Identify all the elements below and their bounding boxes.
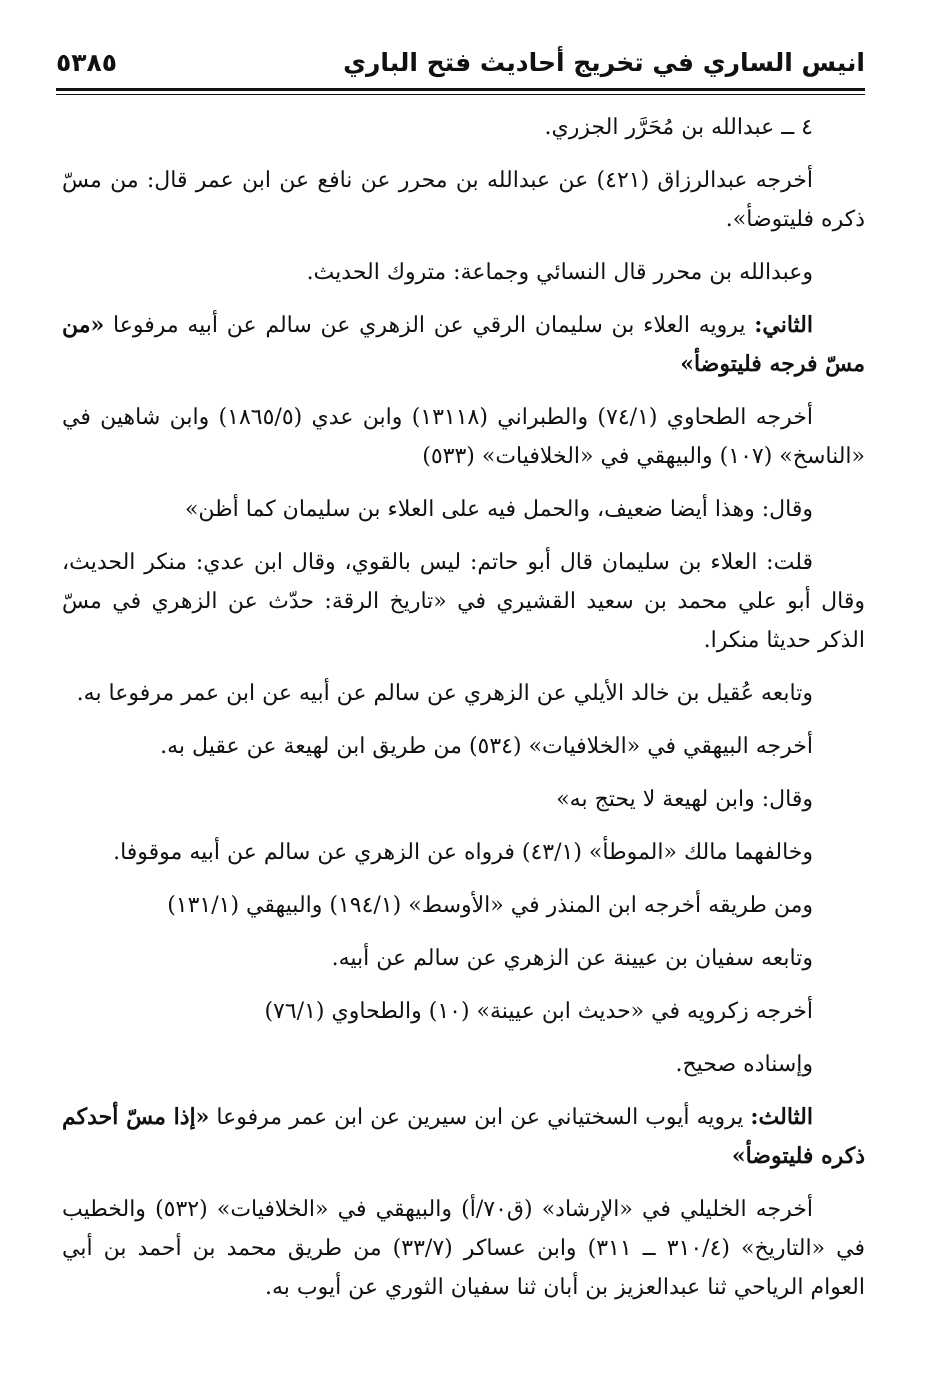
paragraph-text: أخرجه عبدالرزاق (٤٢١) عن عبدالله بن محرر عن نافع عن ابن عمر قال: من مسّ ذكره فليتوضأ».	[62, 168, 865, 232]
paragraph-grading	[62, 253, 865, 292]
paragraph-ibn-mundhir	[62, 886, 865, 925]
paragraph-text: أخرجه الخليلي في «الإرشاد» (ق٧٠/أ) والبيهقي في «الخلافيات» (٥٣٢) والخطيب في «التاريخ» (٣١٠/٤ ــ ٣١١) وابن عساكر (٣٣/٧) من طريق محمد بن أحمد بن أبي العوام الرياحي ثنا عبدالعزيز بن أبان ثنا سفيان الثوري عن أيوب به.	[62, 1197, 865, 1300]
paragraph-text: وتابعه عُقيل بن خالد الأيلي عن الزهري عن سالم عن أبيه عن ابن عمر مرفوعا به.	[76, 681, 813, 706]
paragraph-text: ٤ ــ عبدالله بن مُحَرَّر الجزري.	[544, 115, 813, 140]
section-lead-second: الثاني:	[754, 312, 813, 338]
paragraph-malik	[62, 833, 865, 872]
page-body	[62, 108, 865, 1321]
header-rule-thick	[56, 88, 865, 91]
paragraph-4-narrator	[62, 108, 865, 147]
paragraph-text: قلت: العلاء بن سليمان قال أبو حاتم: ليس بالقوي، وقال ابن عدي: منكر الحديث، وقال أبو علي محمد بن سعيد القشيري في «تاريخ الرقة: حدّث عن الزهري في مسّ الذكر حديثا منكرا.	[62, 550, 865, 653]
paragraph-takhrij-uqayl	[62, 727, 865, 766]
paragraph-text: وتابعه سفيان بن عيينة عن الزهري عن سالم عن أبيه.	[331, 946, 813, 971]
hadith-text: «إذا مسّ أحدكم ذكره فليتوضأ»	[62, 1104, 865, 1169]
paragraph-isnad-sahih	[62, 1045, 865, 1084]
paragraph-third-route	[62, 1098, 865, 1176]
paragraph-zakruyah	[62, 992, 865, 1031]
page-number: ٥٣٨٥	[56, 48, 118, 77]
paragraph-takhrij-khalili	[62, 1190, 865, 1307]
running-title: انيس الساري في تخريج أحاديث فتح الباري	[343, 48, 865, 77]
paragraph-second-route	[62, 306, 865, 384]
paragraph-text: يرويه أيوب السختياني عن ابن سيرين عن ابن عمر مرفوعا	[209, 1105, 751, 1130]
paragraph-takhrij-abdulrazzaq	[62, 161, 865, 239]
paragraph-text: ومن طريقه أخرجه ابن المنذر في «الأوسط» (١٩٤/١) والبيهقي (١٣١/١)	[167, 893, 813, 918]
paragraph-takhrij-tahawi	[62, 398, 865, 476]
section-lead-third: الثالث:	[750, 1104, 813, 1130]
hadith-text: «من مسّ فرجه فليتوضأ»	[62, 312, 865, 377]
paragraph-text: وقال: وهذا أيضا ضعيف، والحمل فيه على العلاء بن سليمان كما أظن»	[184, 497, 813, 522]
paragraph-bayhaqi-comment	[62, 490, 865, 529]
paragraph-text: وخالفهما مالك «الموطأ» (٤٣/١) فرواه عن الزهري عن سالم عن أبيه موقوفا.	[113, 840, 813, 865]
paragraph-text: أخرجه الطحاوي (٧٤/١) والطبراني (١٣١١٨) وابن عدي (١٨٦٥/٥) وابن شاهين في «الناسخ» (١٠٧) والبيهقي في «الخلافيات» (٥٣٣)	[62, 405, 865, 469]
paragraph-text: أخرجه زكرويه في «حديث ابن عيينة» (١٠) والطحاوي (٧٦/١)	[264, 999, 813, 1024]
paragraph-text: وإسناده صحيح.	[675, 1052, 813, 1077]
paragraph-sufyan	[62, 939, 865, 978]
header-rule-thin	[56, 94, 865, 95]
paragraph-text: وقال: وابن لهيعة لا يحتج به»	[556, 787, 813, 812]
paragraph-ibn-lahia	[62, 780, 865, 819]
paragraph-uqayl	[62, 674, 865, 713]
paragraph-text: وعبدالله بن محرر قال النسائي وجماعة: متروك الحديث.	[306, 260, 813, 285]
paragraph-text: أخرجه البيهقي في «الخلافيات» (٥٣٤) من طريق ابن لهيعة عن عقيل به.	[160, 734, 813, 759]
page-header	[56, 40, 865, 88]
paragraph-qultu	[62, 543, 865, 660]
paragraph-text: يرويه العلاء بن سليمان الرقي عن الزهري عن سالم عن أبيه مرفوعا	[104, 313, 755, 338]
